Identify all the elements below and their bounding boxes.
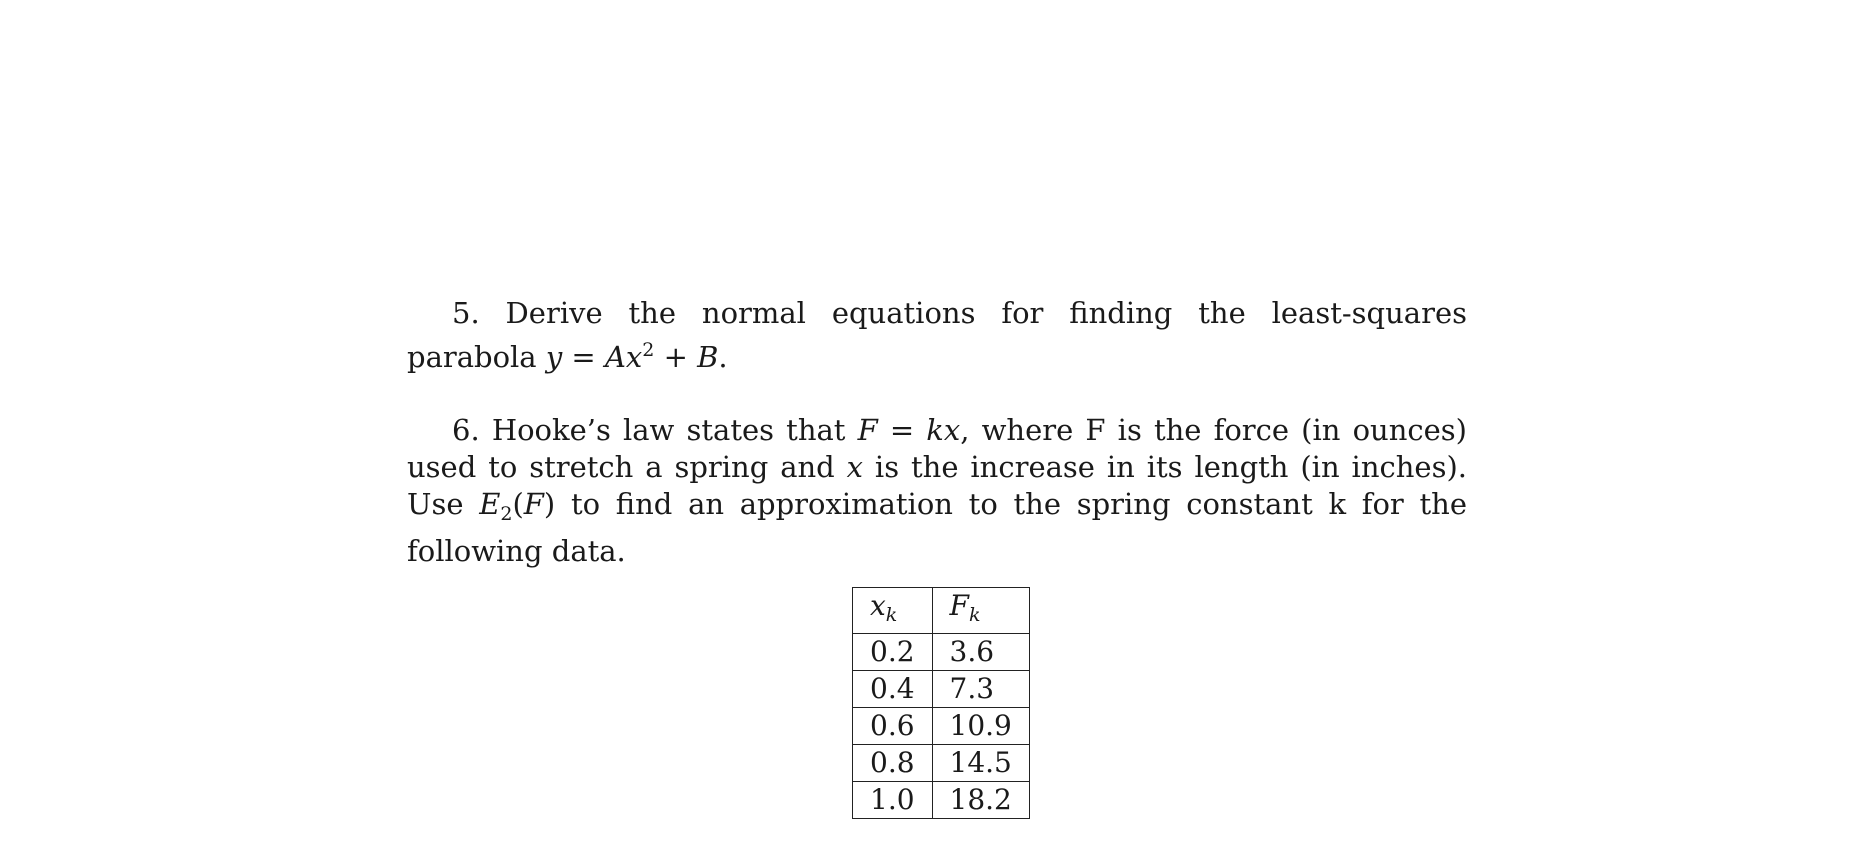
math-equals: = xyxy=(562,340,605,374)
data-table xyxy=(852,587,1030,819)
problem-6-number: 6. xyxy=(452,413,480,447)
math-eq: = xyxy=(877,413,927,447)
table-header-row xyxy=(853,588,1030,634)
cell-F: 14.5 xyxy=(932,745,1029,782)
header-x-label: x xyxy=(870,589,886,622)
table-row xyxy=(853,634,1030,671)
cell-F: 10.9 xyxy=(932,708,1029,745)
problem-6 xyxy=(407,412,1467,570)
header-x xyxy=(853,588,933,634)
math-x: x xyxy=(625,340,643,374)
problem-6-text-3: is the increase in its length (in inches). Use xyxy=(407,450,1467,521)
cell-x: 1.0 xyxy=(853,782,933,819)
math-x-var: x xyxy=(846,450,864,484)
problem-5-number: 5. xyxy=(452,296,480,330)
math-paren-open: ( xyxy=(512,487,524,521)
math-exponent: 2 xyxy=(642,339,655,361)
math-B: B xyxy=(697,340,719,374)
math-F: F xyxy=(857,413,878,447)
header-F xyxy=(932,588,1029,634)
table-row xyxy=(853,708,1030,745)
problem-5-text: Derive the normal equations for finding the least-squares parabola xyxy=(407,296,1467,374)
table-row xyxy=(853,745,1030,782)
problem-6-text-4: to find an approximation to the spring constant k for the following data. xyxy=(407,487,1467,568)
problem-5 xyxy=(407,295,1467,376)
problem-6-text-2: , where F is the force (in ounces) used to stretch a spring and xyxy=(407,413,1467,484)
cell-F: 3.6 xyxy=(932,634,1029,671)
data-table-wrap xyxy=(852,587,1030,819)
math-E-subscript: 2 xyxy=(500,503,513,525)
math-E: E xyxy=(479,487,501,521)
header-F-label: F xyxy=(949,589,969,622)
table-row xyxy=(853,782,1030,819)
page-content xyxy=(407,295,1467,570)
cell-x: 0.4 xyxy=(853,671,933,708)
table-row xyxy=(853,671,1030,708)
cell-x: 0.6 xyxy=(853,708,933,745)
cell-F: 7.3 xyxy=(932,671,1029,708)
math-plus: + xyxy=(654,340,698,374)
math-y: y xyxy=(545,340,563,374)
header-x-subscript: k xyxy=(885,604,898,626)
math-paren-close: ) xyxy=(543,487,556,521)
cell-x: 0.8 xyxy=(853,745,933,782)
header-F-subscript: k xyxy=(968,604,981,626)
cell-x: 0.2 xyxy=(853,634,933,671)
math-A: A xyxy=(604,340,626,374)
math-F-arg: F xyxy=(523,487,544,521)
problem-6-text-1: Hooke’s law states that xyxy=(491,413,858,447)
problem-5-period: . xyxy=(718,340,728,374)
cell-F: 18.2 xyxy=(932,782,1029,819)
math-kx: kx xyxy=(926,413,961,447)
